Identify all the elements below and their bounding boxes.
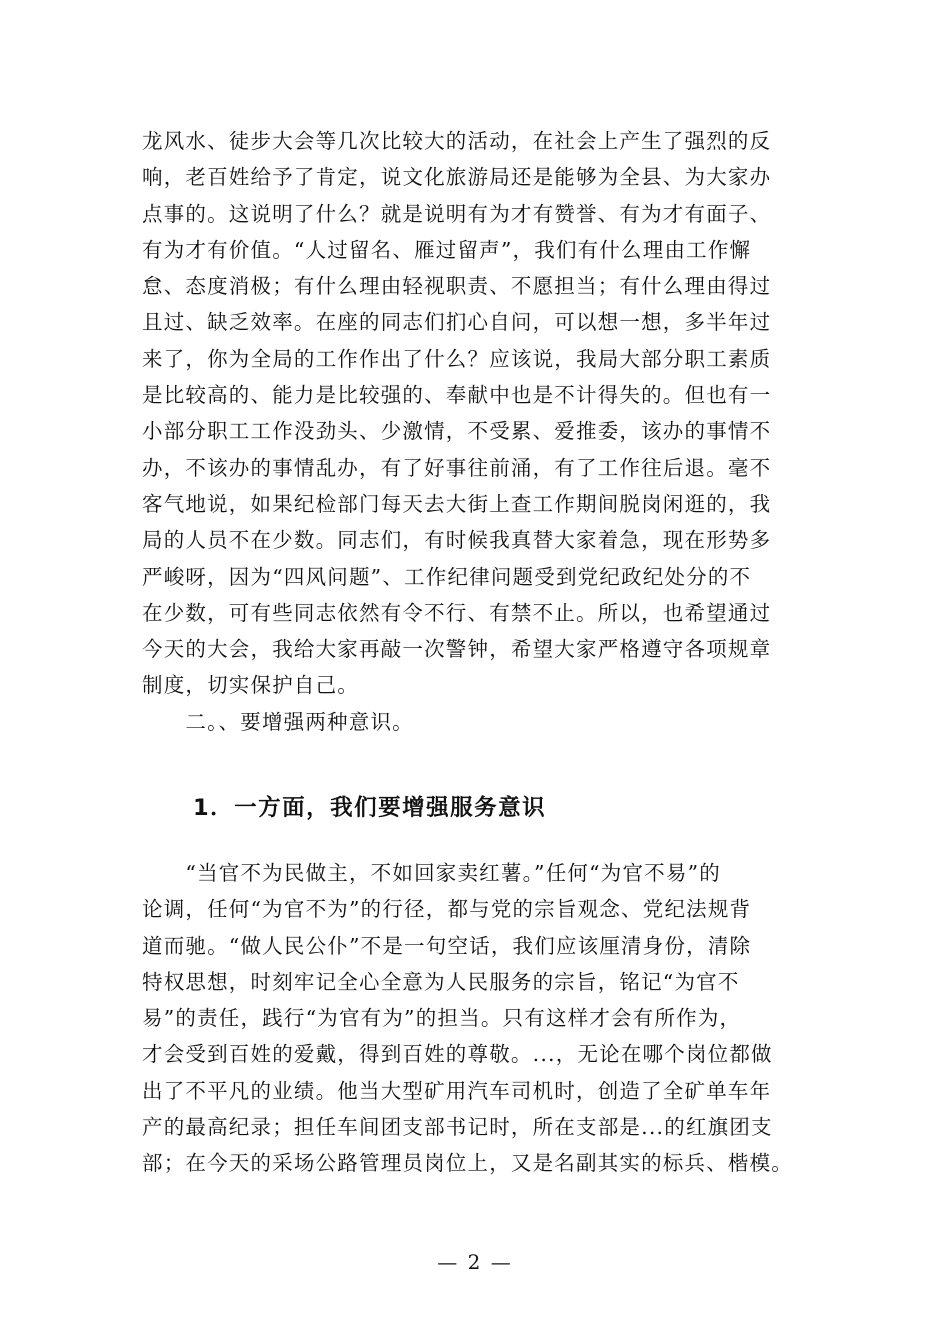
text-line: 产的最高纪录；担任车间团支部书记时，所在支部是...的红旗团支 xyxy=(142,1115,773,1140)
text-line: 响，老百姓给予了肯定，说文化旅游局还是能够为全县、为大家办 xyxy=(142,165,772,190)
text-line: 小部分职工工作没劲头、少激情，不受累、爱推委，该办的事情不 xyxy=(142,419,772,444)
text-line: 才会受到百姓的爱戴，得到百姓的尊敬。...，无论在哪个岗位都做 xyxy=(142,1042,773,1067)
text-line: 且过、缺乏效率。在座的同志们扪心自问，可以想一想，多半年过 xyxy=(142,310,772,335)
text-line: 道而驰。“做人民公仆”不是一句空话，我们应该厘清身份，清除 xyxy=(142,933,752,958)
text-line: 点事的。这说明了什么？就是说明有为才有赞誉、有为才有面子、 xyxy=(142,201,772,226)
text-line: 怠、态度消极；有什么理由轻视职责、不愿担当；有什么理由得过 xyxy=(142,274,772,299)
text-line: 客气地说，如果纪检部门每天去大街上查工作期间脱岗闲逛的，我 xyxy=(142,491,772,516)
text-line: 办，不该办的事情乱办，有了好事往前涌，有了工作往后退。毫不 xyxy=(142,455,772,480)
paragraph-block-1 xyxy=(142,123,842,740)
text-line: 严峻呀，因为“四风问题”、工作纪律问题受到党纪政纪处分的不 xyxy=(142,564,752,589)
text-line: 出了不平凡的业绩。他当大型矿用汽车司机时，创造了全矿单车年 xyxy=(142,1078,772,1103)
text-line: 龙风水、徒步大会等几次比较大的活动，在社会上产生了强烈的反 xyxy=(142,129,772,153)
text-line: 是比较高的、能力是比较强的、奉献中也是不计得失的。但也有一 xyxy=(142,383,772,408)
page-number: — 2 — xyxy=(437,1250,513,1274)
text-line: 在少数，可有些同志依然有令不行、有禁不止。所以，也希望通过 xyxy=(142,600,772,625)
text-line: 论调，任何“为官不为”的行径，都与党的宗旨观念、党纪法规背 xyxy=(142,897,752,922)
text-line: 特权思想，时刻牢记全心全意为人民服务的宗旨，铭记“为官不 xyxy=(142,969,740,994)
text-line: 来了，你为全局的工作作出了什么？应该说，我局大部分职工素质 xyxy=(142,346,772,371)
section-marker: 二。、要增强两种意识。 xyxy=(142,709,414,734)
text-line: 有为才有价值。“人过留名、雁过留声”，我们有什么理由工作懈 xyxy=(142,237,752,262)
text-line: 易”的责任，践行“为官有为”的担当。只有这样才会有所作为， xyxy=(142,1006,742,1031)
text-line: “当官不为民做主，不如回家卖红薯。”任何“为官不易”的 xyxy=(142,861,721,885)
text-line: 局的人员不在少数。同志们，有时候我真替大家着急，现在形势多 xyxy=(142,528,772,553)
text-line: 部；在今天的采场公路管理员岗位上，又是名副其实的标兵、楷模。 xyxy=(142,1151,793,1176)
text-line: 制度，切实保护自己。 xyxy=(142,673,359,698)
section-heading: 1．一方面，我们要增强服务意识 xyxy=(193,795,547,821)
paragraph-block-2 xyxy=(142,855,842,1182)
text-line: 今天的大会，我给大家再敲一次警钟，希望大家严格遵守各项规章 xyxy=(142,637,772,662)
